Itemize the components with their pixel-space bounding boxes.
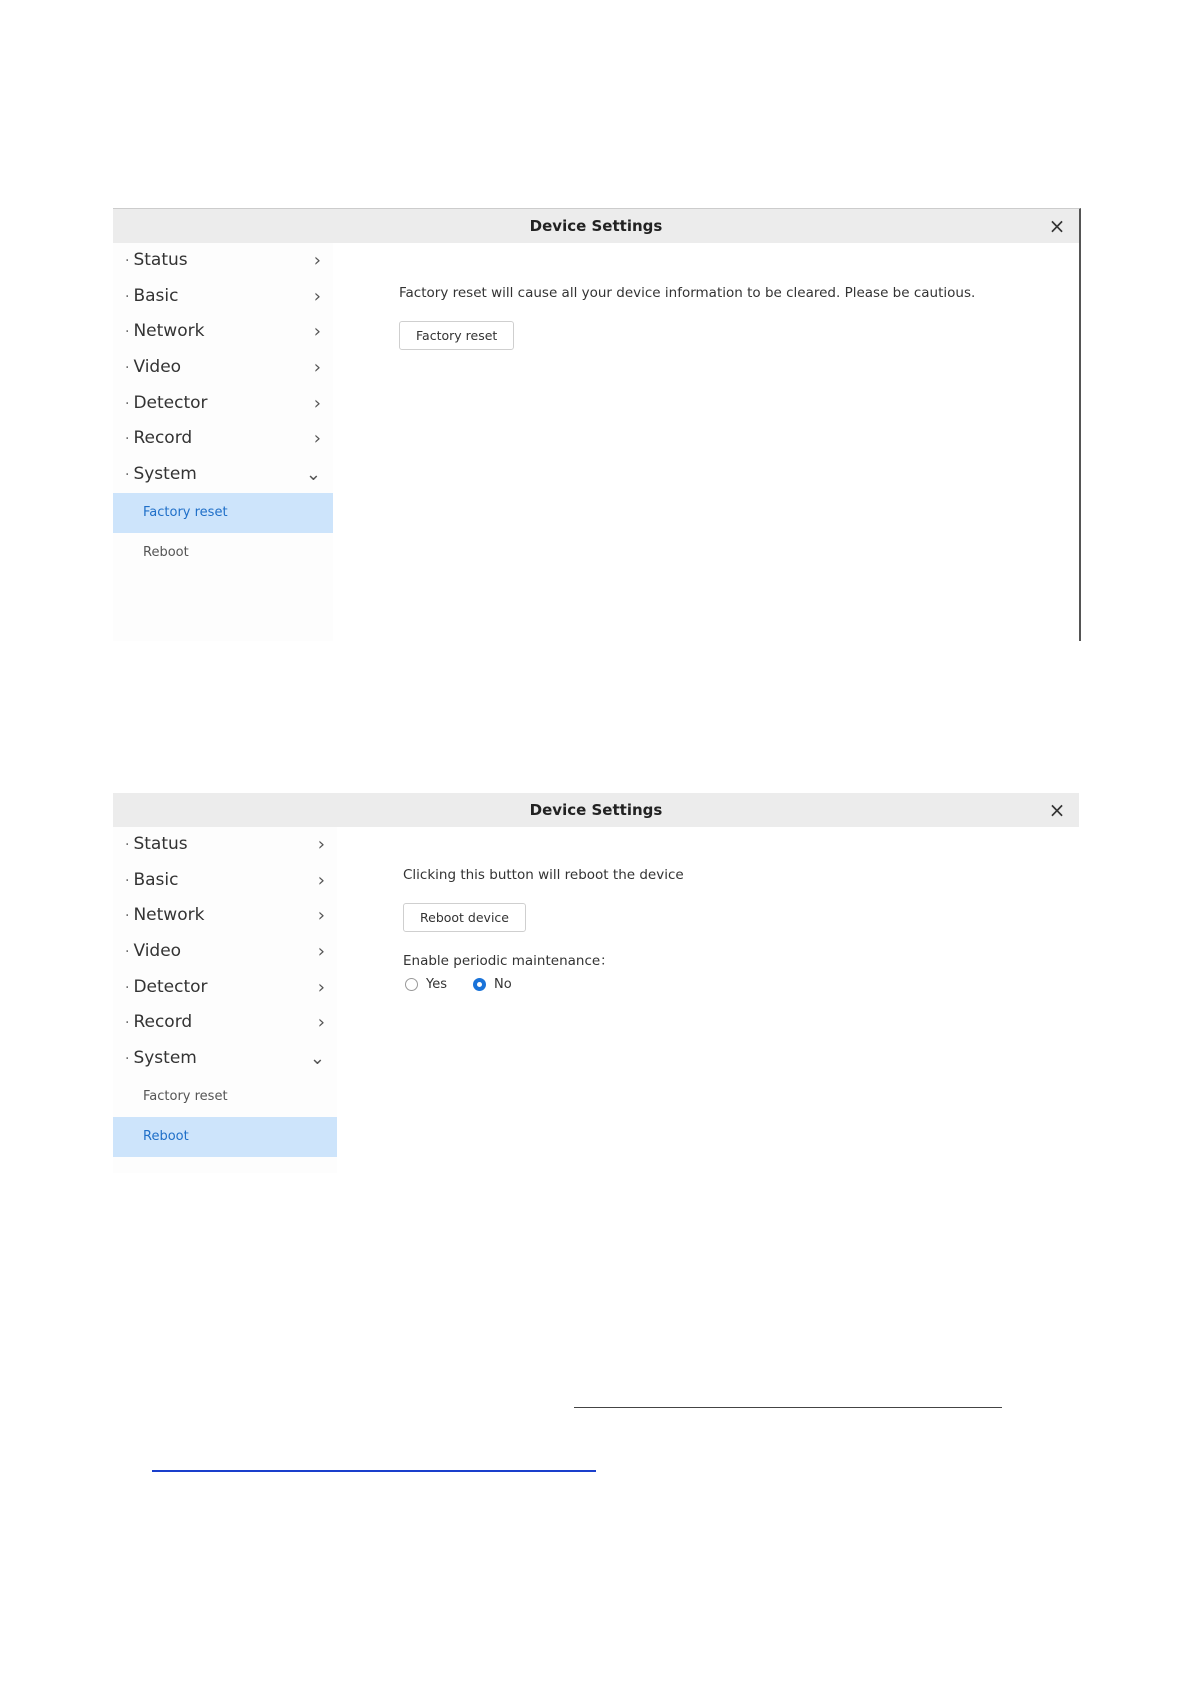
chevron-right-icon: › (317, 905, 325, 927)
radio-yes-label: Yes (426, 977, 447, 992)
chevron-down-icon: ⌄ (309, 1048, 325, 1070)
bullet-icon: · (125, 979, 130, 996)
radio-no-label: No (494, 977, 512, 992)
sidebar-item-label: Record (133, 1012, 193, 1033)
sidebar-item-record[interactable] (113, 1005, 337, 1041)
sidebar-item-network[interactable] (113, 898, 337, 934)
sidebar-item-basic[interactable] (113, 279, 333, 315)
radio-no[interactable] (473, 978, 486, 991)
factory-reset-warning: Factory reset will cause all your device information to be cleared. Please be cautious. (399, 285, 976, 301)
chevron-right-icon: › (313, 392, 321, 414)
sidebar-item-status[interactable] (113, 243, 333, 279)
sidebar-item-label: Network (133, 321, 205, 342)
sidebar-item-label: Status (133, 834, 188, 854)
bullet-icon: · (125, 360, 130, 377)
bullet-icon: · (125, 1015, 130, 1032)
chevron-down-icon: ⌄ (305, 464, 321, 486)
bullet-icon: · (125, 908, 130, 925)
bullet-icon: · (125, 324, 130, 341)
chevron-right-icon: › (317, 834, 325, 855)
chevron-right-icon: › (317, 1012, 325, 1034)
chevron-right-icon: › (313, 357, 321, 379)
bullet-icon: · (125, 872, 130, 889)
underline-rule (574, 1407, 1002, 1408)
sidebar-item-network[interactable] (113, 314, 333, 350)
sidebar-item-label: System (133, 1048, 197, 1069)
sidebar-item-label: Detector (133, 976, 208, 997)
sidebar (113, 827, 337, 1173)
reboot-device-button[interactable]: Reboot device (403, 903, 526, 932)
hyperlink-underline[interactable] (152, 1470, 596, 1472)
sidebar-item-status[interactable] (113, 827, 337, 863)
periodic-maintenance-label: Enable periodic maintenance： (403, 953, 614, 969)
chevron-right-icon: › (313, 428, 321, 450)
chevron-right-icon: › (313, 285, 321, 307)
bullet-icon: · (125, 395, 130, 412)
sidebar-item-label: Basic (133, 869, 179, 890)
sidebar-item-basic[interactable] (113, 863, 337, 899)
device-settings-dialog-factory-reset (113, 208, 1081, 641)
content-area (403, 827, 1079, 1173)
close-icon[interactable]: × (1048, 214, 1066, 238)
chevron-right-icon: › (317, 869, 325, 891)
sidebar-item-label: Record (133, 428, 193, 449)
dialog-title: Device Settings (113, 209, 1079, 243)
radio-yes[interactable] (405, 978, 418, 991)
bullet-icon: · (125, 288, 130, 305)
chevron-right-icon: › (313, 321, 321, 343)
sidebar-item-label: Video (133, 941, 182, 962)
device-settings-dialog-reboot (113, 793, 1079, 1173)
sidebar-item-video[interactable] (113, 350, 333, 386)
sidebar-item-label: Detector (133, 392, 208, 413)
dialog-title: Device Settings (113, 793, 1079, 827)
factory-reset-button[interactable]: Factory reset (399, 321, 514, 350)
sidebar-item-record[interactable] (113, 421, 333, 457)
sidebar-item-system[interactable] (113, 1041, 337, 1077)
sidebar-item-video[interactable] (113, 934, 337, 970)
sidebar-item-label: Status (133, 250, 188, 270)
sidebar-subitem-reboot[interactable]: Reboot (143, 544, 189, 560)
close-icon[interactable]: × (1048, 798, 1066, 822)
bullet-icon: · (125, 253, 130, 269)
sidebar-item-label: Basic (133, 285, 179, 306)
sidebar-subitem-factory-reset[interactable]: Factory reset (143, 1088, 228, 1104)
sidebar-item-label: Network (133, 905, 205, 926)
bullet-icon: · (125, 944, 130, 961)
sidebar-item-label: Video (133, 357, 182, 378)
sidebar-item-detector[interactable] (113, 970, 337, 1006)
chevron-right-icon: › (313, 250, 321, 271)
sidebar-subitem-reboot[interactable]: Reboot (113, 1117, 337, 1157)
content-area (399, 243, 1079, 641)
bullet-icon: · (125, 431, 130, 448)
reboot-description: Clicking this button will reboot the device (403, 867, 684, 883)
chevron-right-icon: › (317, 941, 325, 963)
sidebar (113, 243, 333, 641)
chevron-right-icon: › (317, 976, 325, 998)
bullet-icon: · (125, 837, 130, 853)
bullet-icon: · (125, 1051, 130, 1068)
bullet-icon: · (125, 467, 130, 484)
sidebar-item-system[interactable] (113, 457, 333, 493)
maintenance-radio-group (405, 977, 512, 992)
sidebar-item-label: System (133, 464, 197, 485)
sidebar-subitem-factory-reset[interactable]: Factory reset (113, 493, 333, 533)
sidebar-item-detector[interactable] (113, 386, 333, 422)
